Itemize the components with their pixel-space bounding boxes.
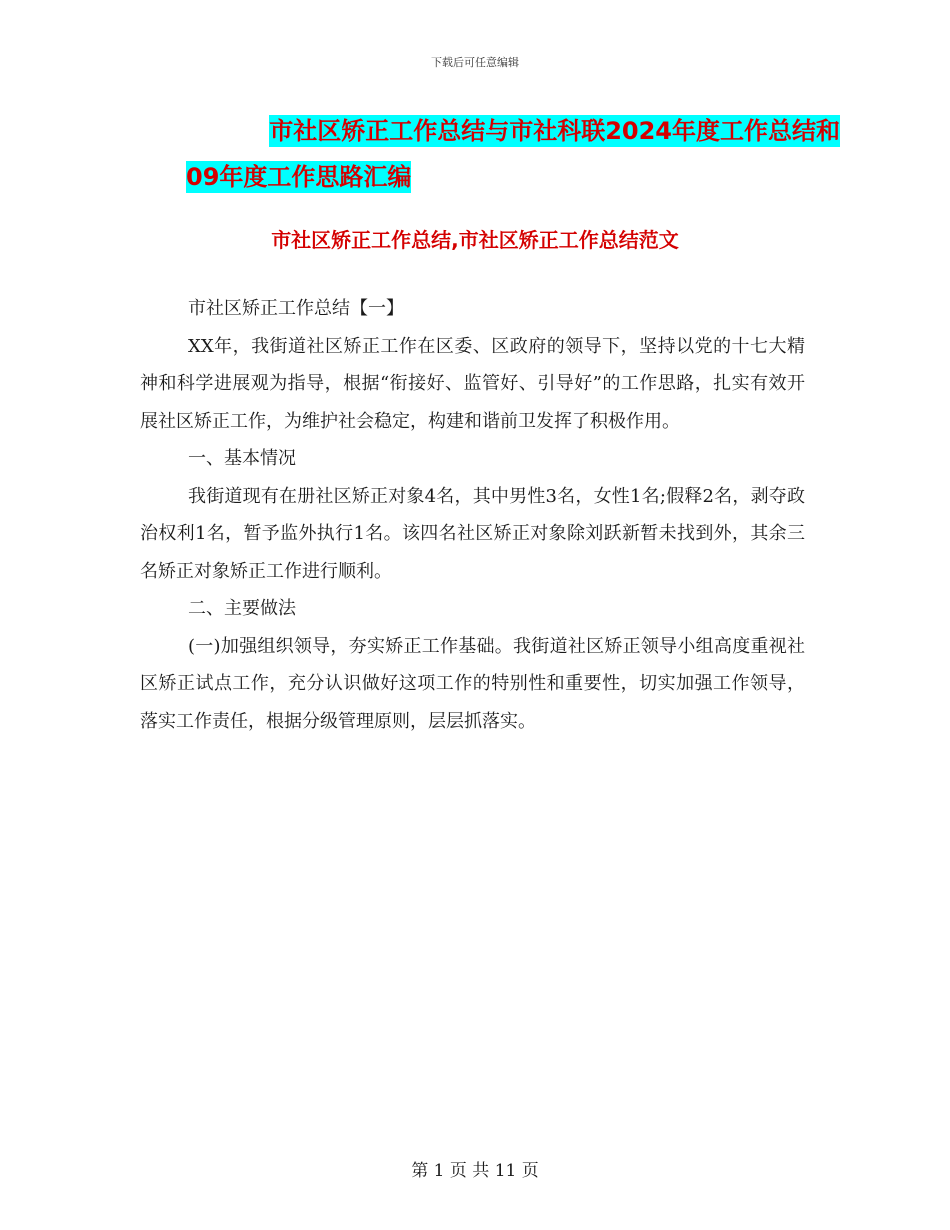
title-line-2: 09年度工作思路汇编 [186, 163, 412, 191]
title-line-1: 市社区矫正工作总结与市社科联2024年度工作总结和 [269, 117, 840, 145]
paragraph: 一、基本情况 [188, 448, 296, 469]
paragraph: 我街道现有在册社区矫正对象4名，其中男性3名，女性1名;假释2名，剥夺政治权利1名，暂予监外执行1名。该四名社区矫正对象除刘跃新暂未找到外，其余三名矫正对象矫正工作进行顺利。 [140, 485, 805, 582]
page-number: 第 1 页 共 11 页 [411, 1161, 539, 1181]
paragraph: (一)加强组织领导，夯实矫正工作基础。我街道社区矫正领导小组高度重视社区矫正试点工作，充分认识做好这项工作的特别性和重要性，切实加强工作领导， 落实工作责任，根据分级管理原则，层层抓落实。 [140, 635, 805, 732]
document-title [140, 108, 840, 200]
header-note: 下载后可任意编辑 [431, 56, 519, 69]
paragraph: XX年，我街道社区矫正工作在区委、区政府的领导下，坚持以党的十七大精神和科学进展观为指导，根据“衔接好、监管好、引导好”的工作思路，扎实有效开展社区矫正工作，为维护社会稳定，构建和谐前卫发挥了积极作用。 [140, 335, 805, 432]
paragraph: 市社区矫正工作总结【一】 [188, 298, 404, 319]
body-text [140, 290, 805, 740]
section-subtitle: 市社区矫正工作总结,市社区矫正工作总结范文 [271, 228, 679, 252]
paragraph: 二、主要做法 [188, 598, 296, 619]
